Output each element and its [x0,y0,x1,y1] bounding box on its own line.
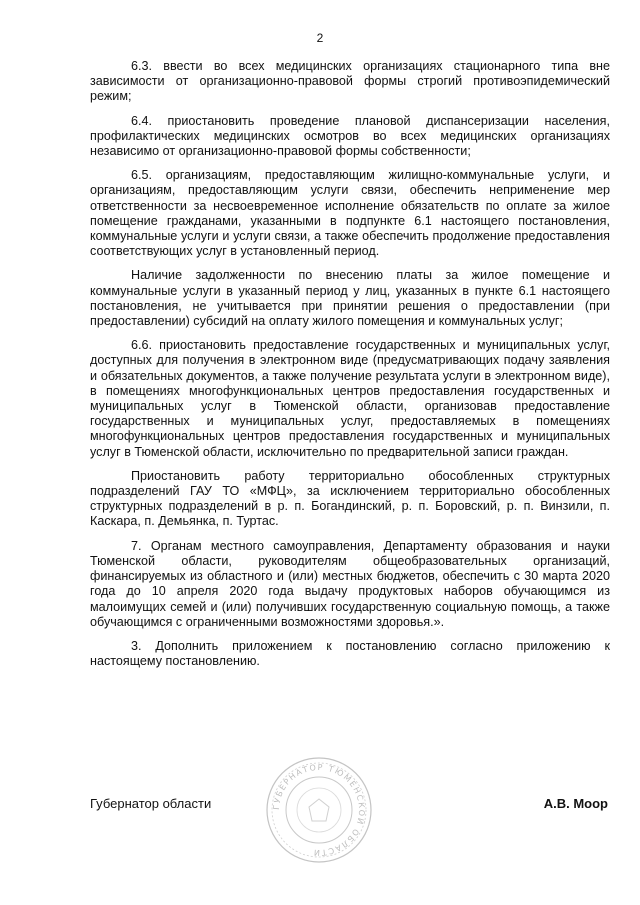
signature-title: Губернатор области [90,796,212,811]
paragraph-6-5: 6.5. организациям, предоставляющим жилищно-коммунальные услуги, и организациям, предоставляющим услуги связи, обеспечить неприменение мер ответственности за несвоевременное исполнение обязательств по оплате за жилое помещение гражданами, указанными в подпункте 6.1 настоящего постановления, коммунальные услуги и услуги связи, а также обеспечить продолжение предоставления соответствующих услуг в установленный период. [90,168,610,259]
official-seal [264,755,374,865]
paragraph-3: 3. Дополнить приложением к постановлению согласно приложению к настоящему постановлению. [90,638,610,669]
paragraph-debt-note: Наличие задолженности по внесению платы за жилое помещение и коммунальные услуги в указанный период у лиц, указанных в пункте 6.1 настоящего постановления, не учитывается при принятии решения о предоставлении (при предоставлении) субсидий на оплату жилого помещения и коммунальных услуг; [90,268,610,329]
svg-text:ГУБЕРНАТОР ТЮМЕНСКОЙ ОБЛАСТИ: ГУБЕРНАТОР ТЮМЕНСКОЙ ОБЛАСТИ [271,762,367,858]
paragraph-7: 7. Органам местного самоуправления, Департаменту образования и науки Тюменской области, руководителям общеобразовательных организаций, финансируемых из областного и (или) местных бюджетов, обеспечить с 30 марта 2020 года до 10 апреля 2020 года выдачу продуктовых наборов обучающимся из малоимущих семей и (или) получивших государственную социальную помощь, а также обучающимся с ограниченными возможностями здоровья.». [90,538,610,629]
paragraph-6-4: 6.4. приостановить проведение плановой диспансеризации населения, профилактических медицинских осмотров во всех медицинских организациях независимо от организационно-правовой формы собственности; [90,113,610,159]
paragraph-mfc-suspension: Приостановить работу территориально обособленных структурных подразделений ГАУ ТО «МФЦ», за исключением территориально обособленных структурных подразделений в р. п. Богандинский, р. п. Боровский, р. п. Винзили, п. Каскара, п. Демьянка, п. Туртас. [90,468,610,529]
paragraph-6-6: 6.6. приостановить предоставление государственных и муниципальных услуг, доступных для получения в электронном виде (предусматривающих подачу заявления и обязательных документов, а также получение результата услуги в электронном виде), в помещениях многофункциональных центров предоставления государственных и муниципальных услуг в Тюменской области, организовав предоставление государственных и муниципальных услуг, предоставляемых в помещениях многофункциональных центров предоставления государственных и муниципальных услуг в Тюменской области, исключительно по предварительной записи граждан. [90,338,610,459]
document-body [90,59,610,669]
page-number: 2 [316,31,324,45]
paragraph-6-3: 6.3. ввести во всех медицинских организациях стационарного типа вне зависимости от организационно-правовой формы строгий противоэпидемический режим; [90,59,610,104]
signature-name: А.В. Моор [543,796,608,811]
